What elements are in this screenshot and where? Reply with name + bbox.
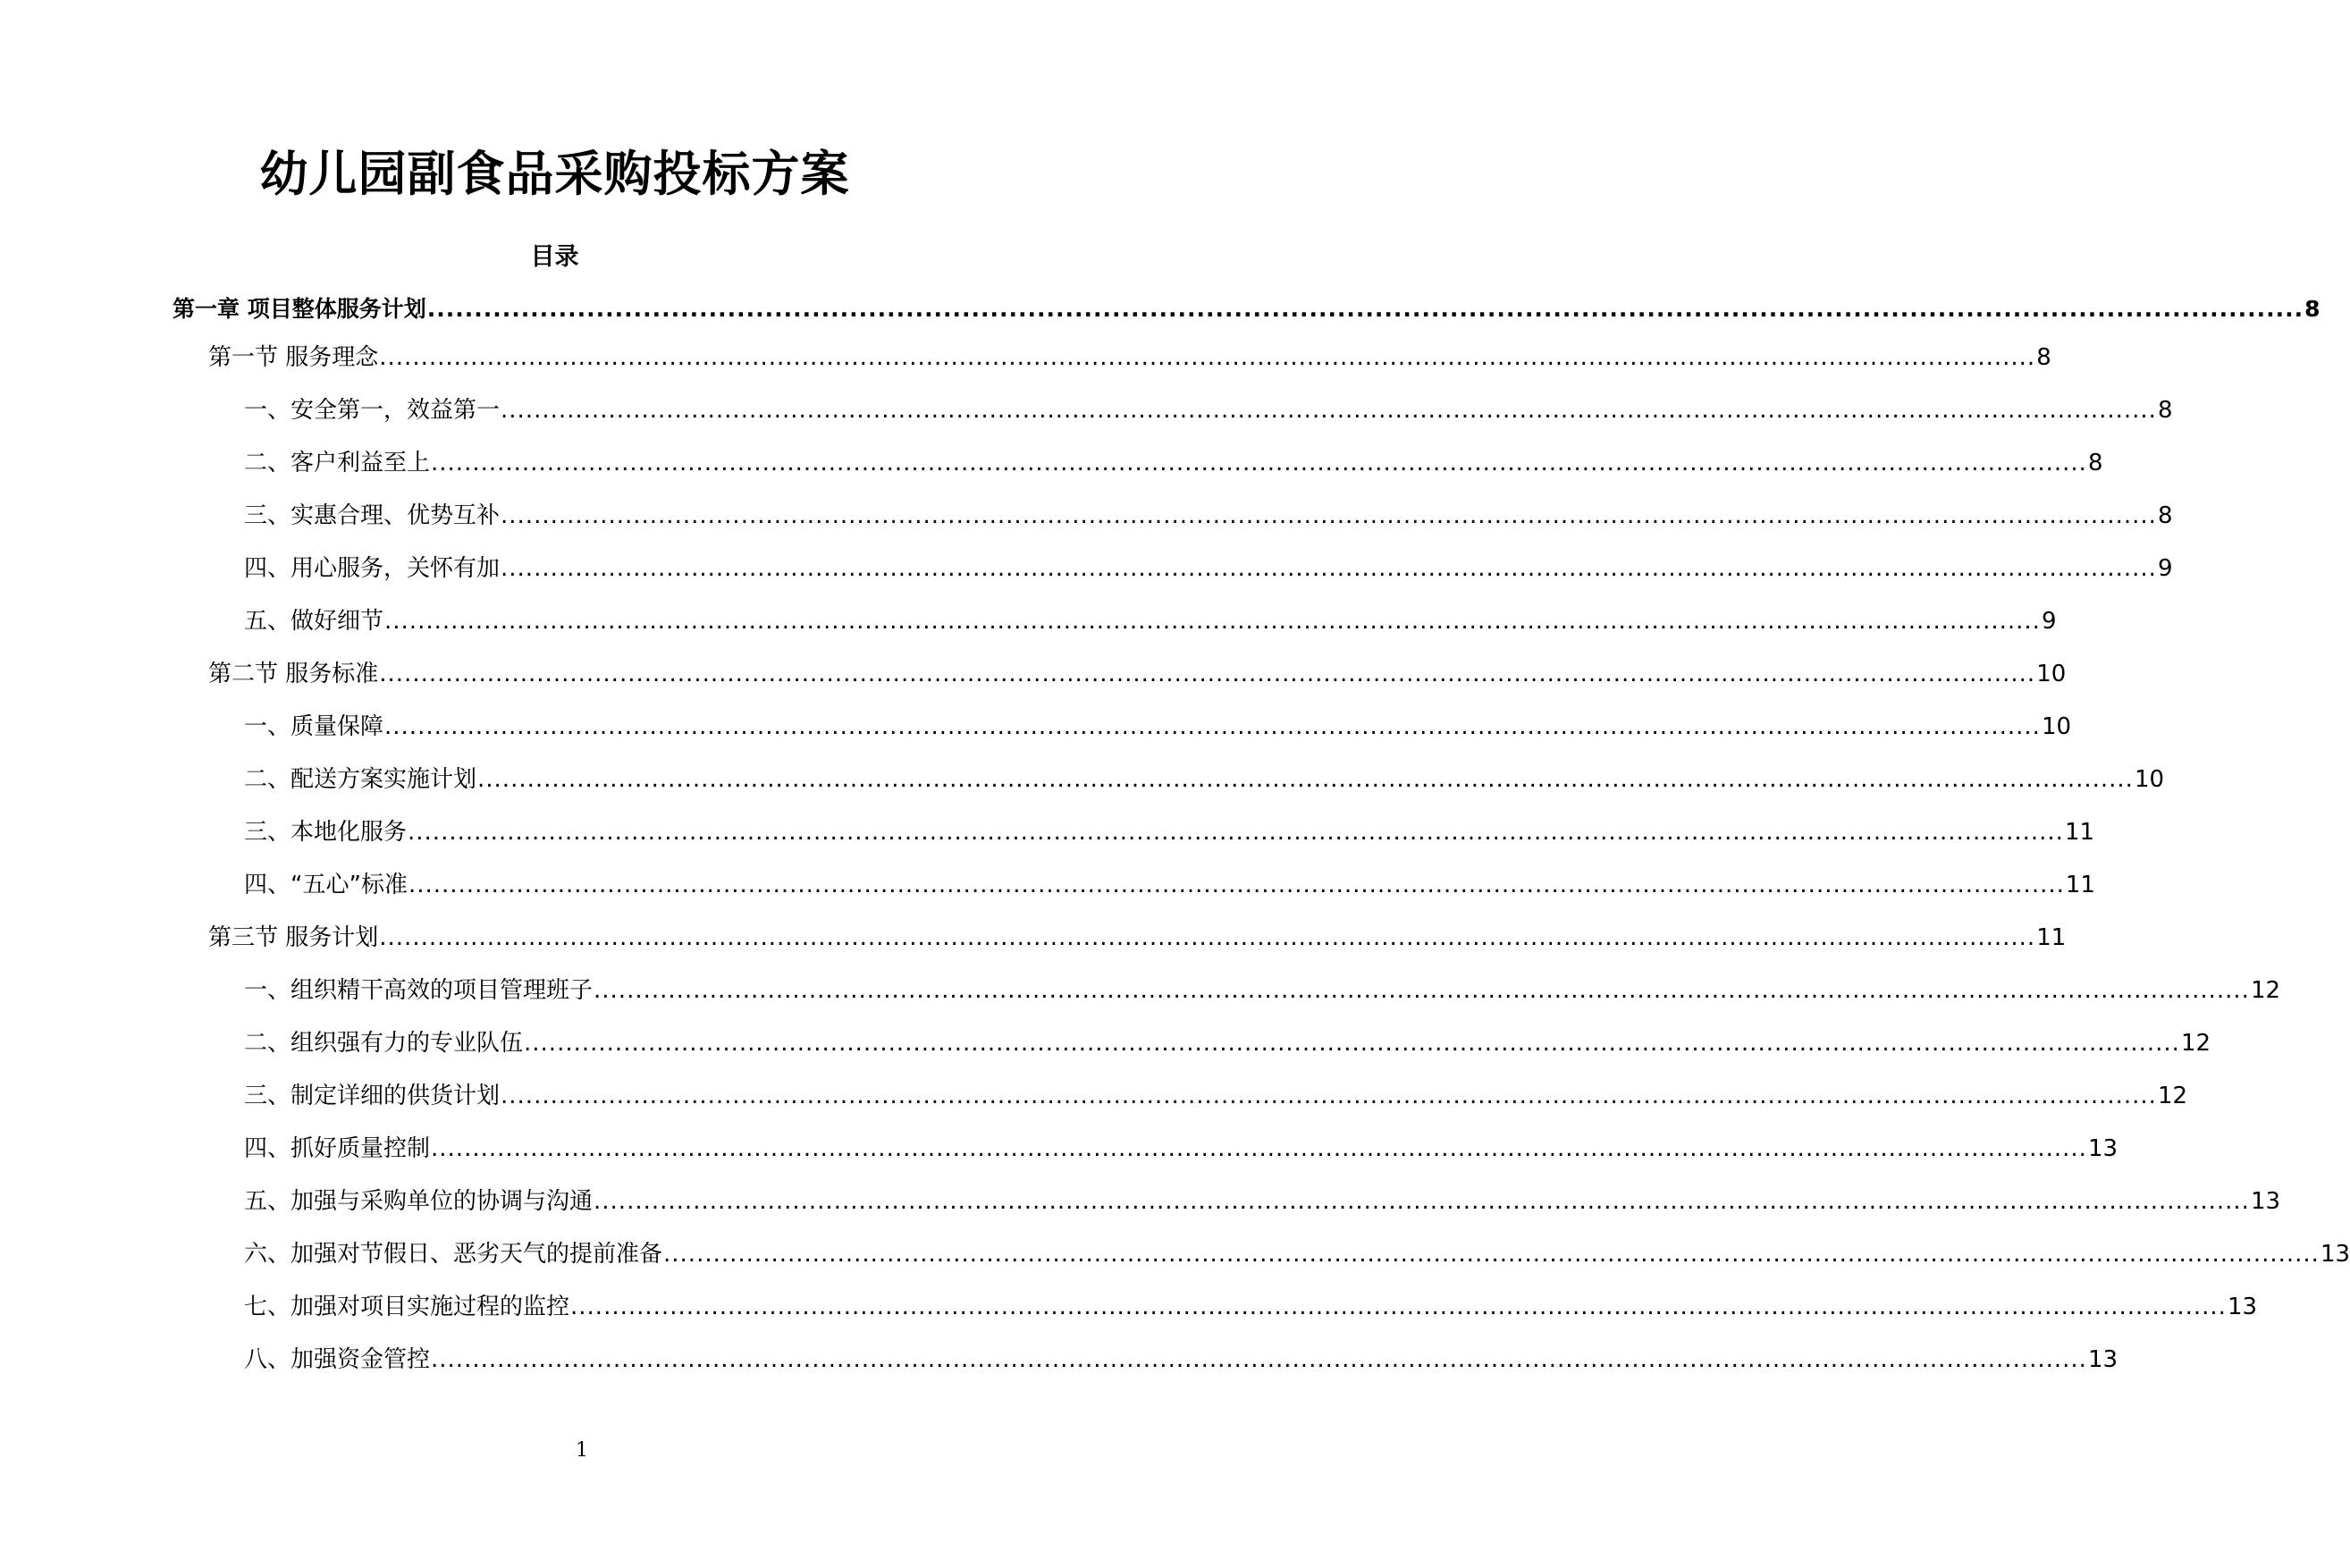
toc-entry[interactable] bbox=[244, 498, 2173, 534]
toc-entry-page: 8 bbox=[2157, 502, 2173, 529]
toc-entry[interactable] bbox=[244, 1184, 2281, 1219]
toc-entry[interactable] bbox=[244, 1289, 2258, 1325]
toc-entry-page: 13 bbox=[2087, 1135, 2118, 1162]
toc-entry[interactable] bbox=[208, 920, 2067, 956]
toc-entry-text: 二、客户利益至上 bbox=[244, 450, 431, 476]
toc-entry[interactable] bbox=[244, 445, 2103, 481]
toc-entry-page: 10 bbox=[2036, 661, 2067, 687]
toc-entry-text: 一、质量保障 bbox=[244, 713, 384, 740]
toc-entry-page: 8 bbox=[2036, 344, 2051, 371]
document-title: 幼儿园副食品采购投标方案 bbox=[259, 146, 850, 202]
toc-entry-page: 10 bbox=[2041, 713, 2072, 740]
toc-leader-dots: ........................................................................................................................................................................................................ bbox=[477, 766, 2134, 793]
toc-entry[interactable] bbox=[244, 551, 2173, 586]
toc-entry-text: 三、实惠合理、优势互补 bbox=[244, 502, 501, 529]
toc-entry-text: 六、加强对节假日、恶劣天气的提前准备 bbox=[244, 1241, 663, 1268]
toc-entry[interactable] bbox=[244, 1025, 2211, 1061]
toc-entry[interactable] bbox=[244, 867, 2095, 903]
toc-entry-page: 13 bbox=[2250, 1188, 2281, 1215]
toc-leader-dots: ........................................................................................................................................................................................................ bbox=[379, 661, 2036, 687]
toc-entry-page: 9 bbox=[2041, 608, 2057, 635]
toc-entry-text: 四、“五心”标准 bbox=[244, 872, 408, 898]
toc-leader-dots: ........................................................................................................................................................................................................ bbox=[431, 1346, 2087, 1373]
toc-leader-dots: ........................................................................................................................................................................................................ bbox=[524, 1030, 2180, 1057]
toc-leader-dots: ........................................................................................................................................................................................................ bbox=[426, 296, 2304, 322]
toc-entry-text: 一、安全第一，效益第一 bbox=[244, 397, 501, 424]
toc-entry-text: 第二节 服务标准 bbox=[208, 661, 379, 687]
toc-entry-page: 8 bbox=[2304, 296, 2321, 322]
toc-entry-page: 12 bbox=[2250, 977, 2281, 1004]
toc-entry[interactable] bbox=[244, 814, 2095, 850]
toc-leader-dots: ........................................................................................................................................................................................................ bbox=[431, 450, 2087, 476]
toc-leader-dots: ........................................................................................................................................................................................................ bbox=[379, 344, 2036, 371]
toc-entry-text: 三、制定详细的供货计划 bbox=[244, 1083, 501, 1109]
toc-entry[interactable] bbox=[208, 656, 2067, 692]
toc-entry-page: 9 bbox=[2157, 555, 2173, 582]
toc-entry-page: 11 bbox=[2065, 872, 2095, 898]
toc-leader-dots: ........................................................................................................................................................................................................ bbox=[594, 1188, 2250, 1215]
toc-entry-page: 13 bbox=[2087, 1346, 2118, 1373]
toc-entry-text: 二、配送方案实施计划 bbox=[244, 766, 477, 793]
toc-leader-dots: ........................................................................................................................................................................................................ bbox=[384, 713, 2041, 740]
toc-leader-dots: ........................................................................................................................................................................................................ bbox=[594, 977, 2250, 1004]
toc-entry-text: 第一节 服务理念 bbox=[208, 344, 379, 371]
toc-entry[interactable] bbox=[244, 973, 2281, 1008]
toc-entry[interactable] bbox=[244, 392, 2173, 428]
toc-entry-page: 8 bbox=[2087, 450, 2103, 476]
toc-entry-page: 12 bbox=[2180, 1030, 2211, 1057]
toc-entry-text: 三、本地化服务 bbox=[244, 819, 408, 846]
toc-entry-text: 一、组织精干高效的项目管理班子 bbox=[244, 977, 594, 1004]
toc-entry-text: 五、做好细节 bbox=[244, 608, 384, 635]
toc-leader-dots: ........................................................................................................................................................................................................ bbox=[501, 502, 2157, 529]
toc-entry-text: 第一章 项目整体服务计划 bbox=[173, 296, 426, 322]
toc-entry-page: 10 bbox=[2134, 766, 2165, 793]
toc-leader-dots: ........................................................................................................................................................................................................ bbox=[501, 397, 2157, 424]
toc-entry-text: 四、用心服务，关怀有加 bbox=[244, 555, 501, 582]
toc-leader-dots: ........................................................................................................................................................................................................ bbox=[408, 819, 2064, 846]
toc-entry-text: 第三节 服务计划 bbox=[208, 924, 379, 951]
toc-entry[interactable] bbox=[208, 340, 2051, 375]
toc-entry[interactable] bbox=[244, 1342, 2118, 1378]
toc-leader-dots: ........................................................................................................................................................................................................ bbox=[384, 608, 2041, 635]
toc-entry-page: 13 bbox=[2320, 1241, 2350, 1268]
toc-entry-page: 8 bbox=[2157, 397, 2173, 424]
toc-entry-page: 11 bbox=[2064, 819, 2095, 846]
toc-leader-dots: ........................................................................................................................................................................................................ bbox=[379, 924, 2036, 951]
toc-entry[interactable] bbox=[244, 762, 2165, 797]
toc-leader-dots: ........................................................................................................................................................................................................ bbox=[570, 1294, 2227, 1320]
toc-entry-page: 13 bbox=[2227, 1294, 2258, 1320]
toc-entry-text: 八、加强资金管控 bbox=[244, 1346, 431, 1373]
toc-entry[interactable] bbox=[244, 709, 2072, 745]
toc-leader-dots: ........................................................................................................................................................................................................ bbox=[501, 555, 2157, 582]
toc-heading: 目录 bbox=[530, 243, 579, 271]
toc-entry[interactable] bbox=[244, 603, 2057, 639]
toc-leader-dots: ........................................................................................................................................................................................................ bbox=[408, 872, 2065, 898]
toc-entry-text: 五、加强与采购单位的协调与沟通 bbox=[244, 1188, 594, 1215]
toc-entry[interactable] bbox=[244, 1236, 2350, 1272]
toc-entry-text: 四、抓好质量控制 bbox=[244, 1135, 431, 1162]
toc-leader-dots: ........................................................................................................................................................................................................ bbox=[431, 1135, 2087, 1162]
toc-entry-text: 二、组织强有力的专业队伍 bbox=[244, 1030, 524, 1057]
toc-entry-page: 12 bbox=[2157, 1083, 2188, 1109]
page-number: 1 bbox=[576, 1439, 588, 1462]
toc-entry[interactable] bbox=[244, 1078, 2188, 1114]
toc-entry-text: 七、加强对项目实施过程的监控 bbox=[244, 1294, 570, 1320]
toc-entry-page: 11 bbox=[2036, 924, 2067, 951]
toc-leader-dots: ........................................................................................................................................................................................................ bbox=[663, 1241, 2320, 1268]
toc-entry[interactable] bbox=[244, 1131, 2118, 1167]
toc-entry[interactable] bbox=[173, 291, 2321, 327]
toc-leader-dots: ........................................................................................................................................................................................................ bbox=[501, 1083, 2157, 1109]
